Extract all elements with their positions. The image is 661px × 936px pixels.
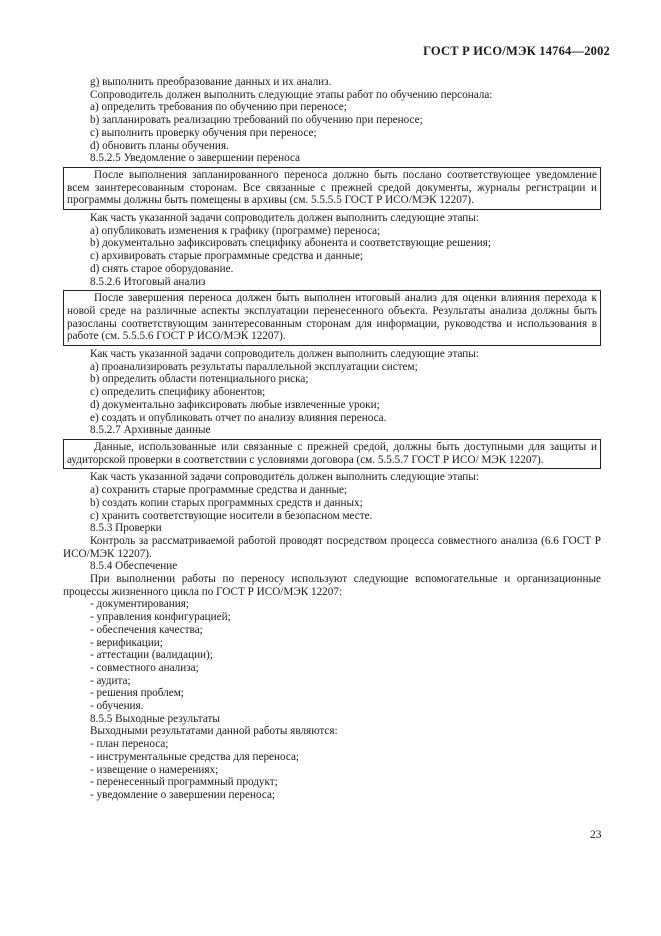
list-item: - аудита; [90, 674, 131, 687]
section-heading: 8.5.2.6 Итоговый анализ [90, 275, 206, 288]
paragraph-intro: Как часть указанной задачи сопроводитель должен выполнить следующие этапы: [90, 212, 479, 225]
list-item: - аттестации (валидации); [90, 649, 213, 662]
list-item: c) выполнить проверку обучения при переносе; [90, 126, 317, 139]
paragraph-intro: Как часть указанной задачи сопроводитель должен выполнить следующие этапы: [90, 471, 479, 484]
list-item: b) запланировать реализацию требований по обучению при переносе; [90, 114, 423, 127]
section-heading: 8.5.5 Выходные результаты [90, 712, 220, 725]
boxed-requirement [63, 439, 601, 469]
list-item: - уведомление о завершении переноса; [90, 788, 276, 801]
section-heading: 8.5.2.7 Архивные данные [90, 424, 211, 437]
boxed-requirement-text: Данные, использованные или связанные с прежней средой, должны быть доступными для защиты и аудиторской проверки в соответствии с условиями договора (см. 5.5.5.7 ГОСТ Р ИСО/ МЭК 12207). [67, 440, 597, 466]
list-item: - совместного анализа; [90, 661, 199, 674]
paragraph-intro: Как часть указанной задачи сопроводитель должен выполнить следующие этапы: [90, 348, 479, 361]
list-item: - верификации; [90, 636, 163, 649]
list-item: b) определить области потенциального риска; [90, 373, 309, 386]
list-item: - план переноса; [90, 738, 169, 751]
list-item [63, 76, 601, 89]
list-item: a) сохранить старые программные средства и данные; [90, 484, 348, 497]
list-item: d) обновить планы обучения. [90, 139, 229, 152]
list-item: c) архивировать старые программные средства и данные; [90, 250, 364, 263]
list-item: b) создать копии старых программных средств и данных; [90, 496, 363, 509]
list-item: a) опубликовать изменения к графику (программе) переноса; [90, 224, 381, 237]
list-item: - управления конфигурацией; [90, 611, 231, 624]
boxed-requirement [63, 167, 601, 210]
list-item: c) определить специфику абонентов; [90, 386, 266, 399]
section-heading: 8.5.2.5 Уведомление о завершении переноса [90, 152, 301, 165]
paragraph-control: Контроль за рассматриваемой работой проводят посредством процесса совместного анализа (6.6 ГОСТ Р ИСО/МЭК 12207). [63, 534, 601, 560]
document-header: ГОСТ Р ИСО/МЭК 14764—2002 [423, 44, 610, 58]
list-item: d) документально зафиксировать любые извлеченные уроки; [90, 398, 380, 411]
list-item: - обучения. [90, 700, 144, 713]
paragraph-provision: При выполнении работы по переносу используют следующие вспомогательные и организационные процессы жизненного цикла по ГОСТ Р ИСО/МЭК 12207: [63, 573, 601, 598]
list-item: - инструментальные средства для переноса; [90, 750, 300, 763]
page-number: 23 [590, 829, 602, 841]
list-item: - обеспечения качества; [90, 623, 203, 636]
list-item: e) создать и опубликовать отчет по анализу влияния переноса. [90, 411, 387, 424]
list-item: d) снять старое оборудование. [90, 262, 234, 275]
paragraph-intro: Выходными результатами данной работы являются: [90, 725, 338, 738]
list-item: a) определить требования по обучению при переносе; [90, 101, 347, 114]
boxed-requirement-text: После завершения переноса должен быть выполнен итоговый анализ для оценки влияния перехода к новой среде на различные аспекты эксплуатации перенесенного объекта. Результаты анализа должны быть разосланы соответствующим заинтересованным сторонам для информации, руководства и использования в работе (см. 5.5.5.6 ГОСТ Р ИСО/МЭК 12207). [67, 292, 597, 343]
list-item: c) хранить соответствующие носители в безопасном месте. [90, 509, 373, 522]
list-item: - перенесенный программный продукт; [90, 776, 278, 789]
section-heading: 8.5.4 Обеспечение [90, 560, 178, 573]
list-item: a) проанализировать результаты параллельной эксплуатации систем; [90, 360, 418, 373]
boxed-requirement-text: После выполнения запланированного переноса должно быть послано соответствующее уведомление всем заинтересованным сторонам. Все связанные с прежней средой документы, журналы регистрации и программы должны быть помещены в архивы (см. 5.5.5.5 ГОСТ Р ИСО/МЭК 12207). [67, 168, 597, 207]
list-item: b) документально зафиксировать специфику абонента и соответствующие решения; [90, 237, 491, 250]
list-item: - решения проблем; [90, 687, 184, 700]
document-body [63, 76, 601, 802]
boxed-requirement [63, 290, 601, 346]
list-marker: g) [90, 76, 100, 88]
list-item: - документирования; [90, 598, 189, 611]
list-item: - извещение о намерениях; [90, 763, 219, 776]
list-item-text: выполнить преобразование данных и их анализ. [102, 76, 332, 88]
paragraph-intro: Сопроводитель должен выполнить следующие этапы работ по обучению персонала: [90, 88, 493, 101]
section-heading: 8.5.3 Проверки [90, 522, 162, 535]
